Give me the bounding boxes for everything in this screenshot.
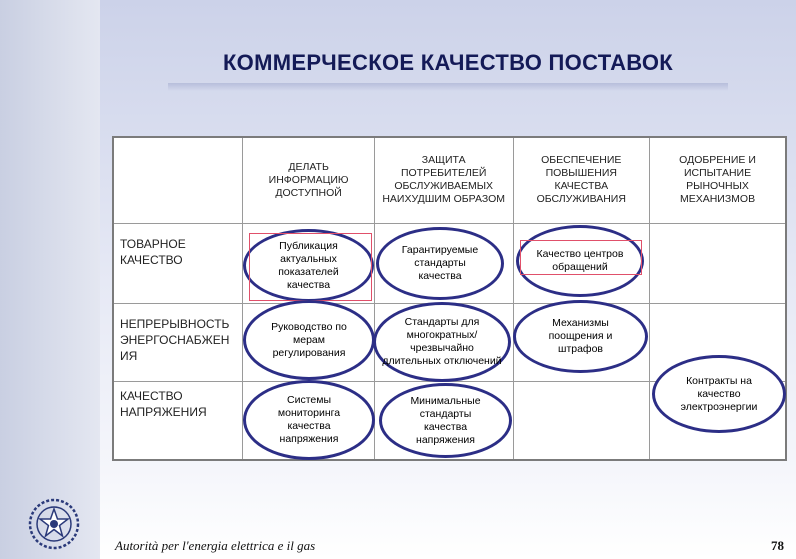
table-header-row [113, 137, 786, 223]
emblem-icon [28, 498, 80, 550]
ellipse-incentives [513, 300, 648, 373]
cell-text: Публикация актуальных показателей качества [278, 239, 339, 291]
row-label: ТОВАРНОЕ КАЧЕСТВО [113, 223, 243, 303]
cell-text: Контракты на качество электроэнергии [680, 374, 758, 413]
row-label: НЕПРЕРЫВНОСТЬ ЭНЕРГОСНАБЖЕН ИЯ [113, 303, 243, 381]
cell-text: Стандарты для многократных/чрезвычайно длительных отключений [382, 316, 502, 367]
ellipse-minimum-standards [379, 383, 512, 458]
column-header: ДЕЛАТЬ ИНФОРМАЦИЮ ДОСТУПНОЙ [243, 137, 375, 223]
footer-organization: Autorità per l'energia elettrica e il gas [115, 538, 316, 553]
column-header: ОДОБРЕНИЕ И ИСПЫТАНИЕ РЫНОЧНЫХ МЕХАНИЗМОВ [650, 137, 786, 223]
ellipse-regulatory-guidance [243, 300, 375, 380]
ellipse-publication [243, 229, 374, 302]
cell-text: Системы мониторинга качества напряжения [277, 394, 341, 445]
ellipse-contracts [652, 355, 786, 433]
ellipse-outage-standards [373, 302, 511, 382]
column-header: ОБЕСПЕЧЕНИЕ ПОВЫШЕНИЯ КАЧЕСТВА ОБСЛУЖИВАНИЯ [513, 137, 650, 223]
cell-text: Руководство по мерам регулирования [271, 320, 347, 359]
cell-text: Качество центров обращений [536, 248, 624, 273]
ellipse-monitoring-systems [243, 380, 375, 460]
cell-text: Минимальные стандарты качества напряжения [410, 394, 481, 446]
column-header: ЗАЩИТА ПОТРЕБИТЕЛЕЙ ОБСЛУЖИВАЕМЫХ НАИХУДШИМ ОБРАЗОМ [374, 137, 513, 223]
ellipse-call-centers [516, 225, 644, 297]
page-number: 78 [771, 538, 784, 553]
cell-text: Гарантируемые стандарты качества [401, 244, 479, 282]
left-sidebar-band [0, 0, 100, 559]
title-underline-shadow [168, 83, 728, 91]
row-label: КАЧЕСТВО НАПРЯЖЕНИЯ [113, 381, 243, 460]
cell-text: Механизмы поощрения и штрафов [548, 317, 613, 355]
ellipse-guaranteed-standards [376, 227, 504, 300]
corner-cell [113, 137, 243, 223]
page-title: КОММЕРЧЕСКОЕ КАЧЕСТВО ПОСТАВОК [222, 50, 674, 75]
